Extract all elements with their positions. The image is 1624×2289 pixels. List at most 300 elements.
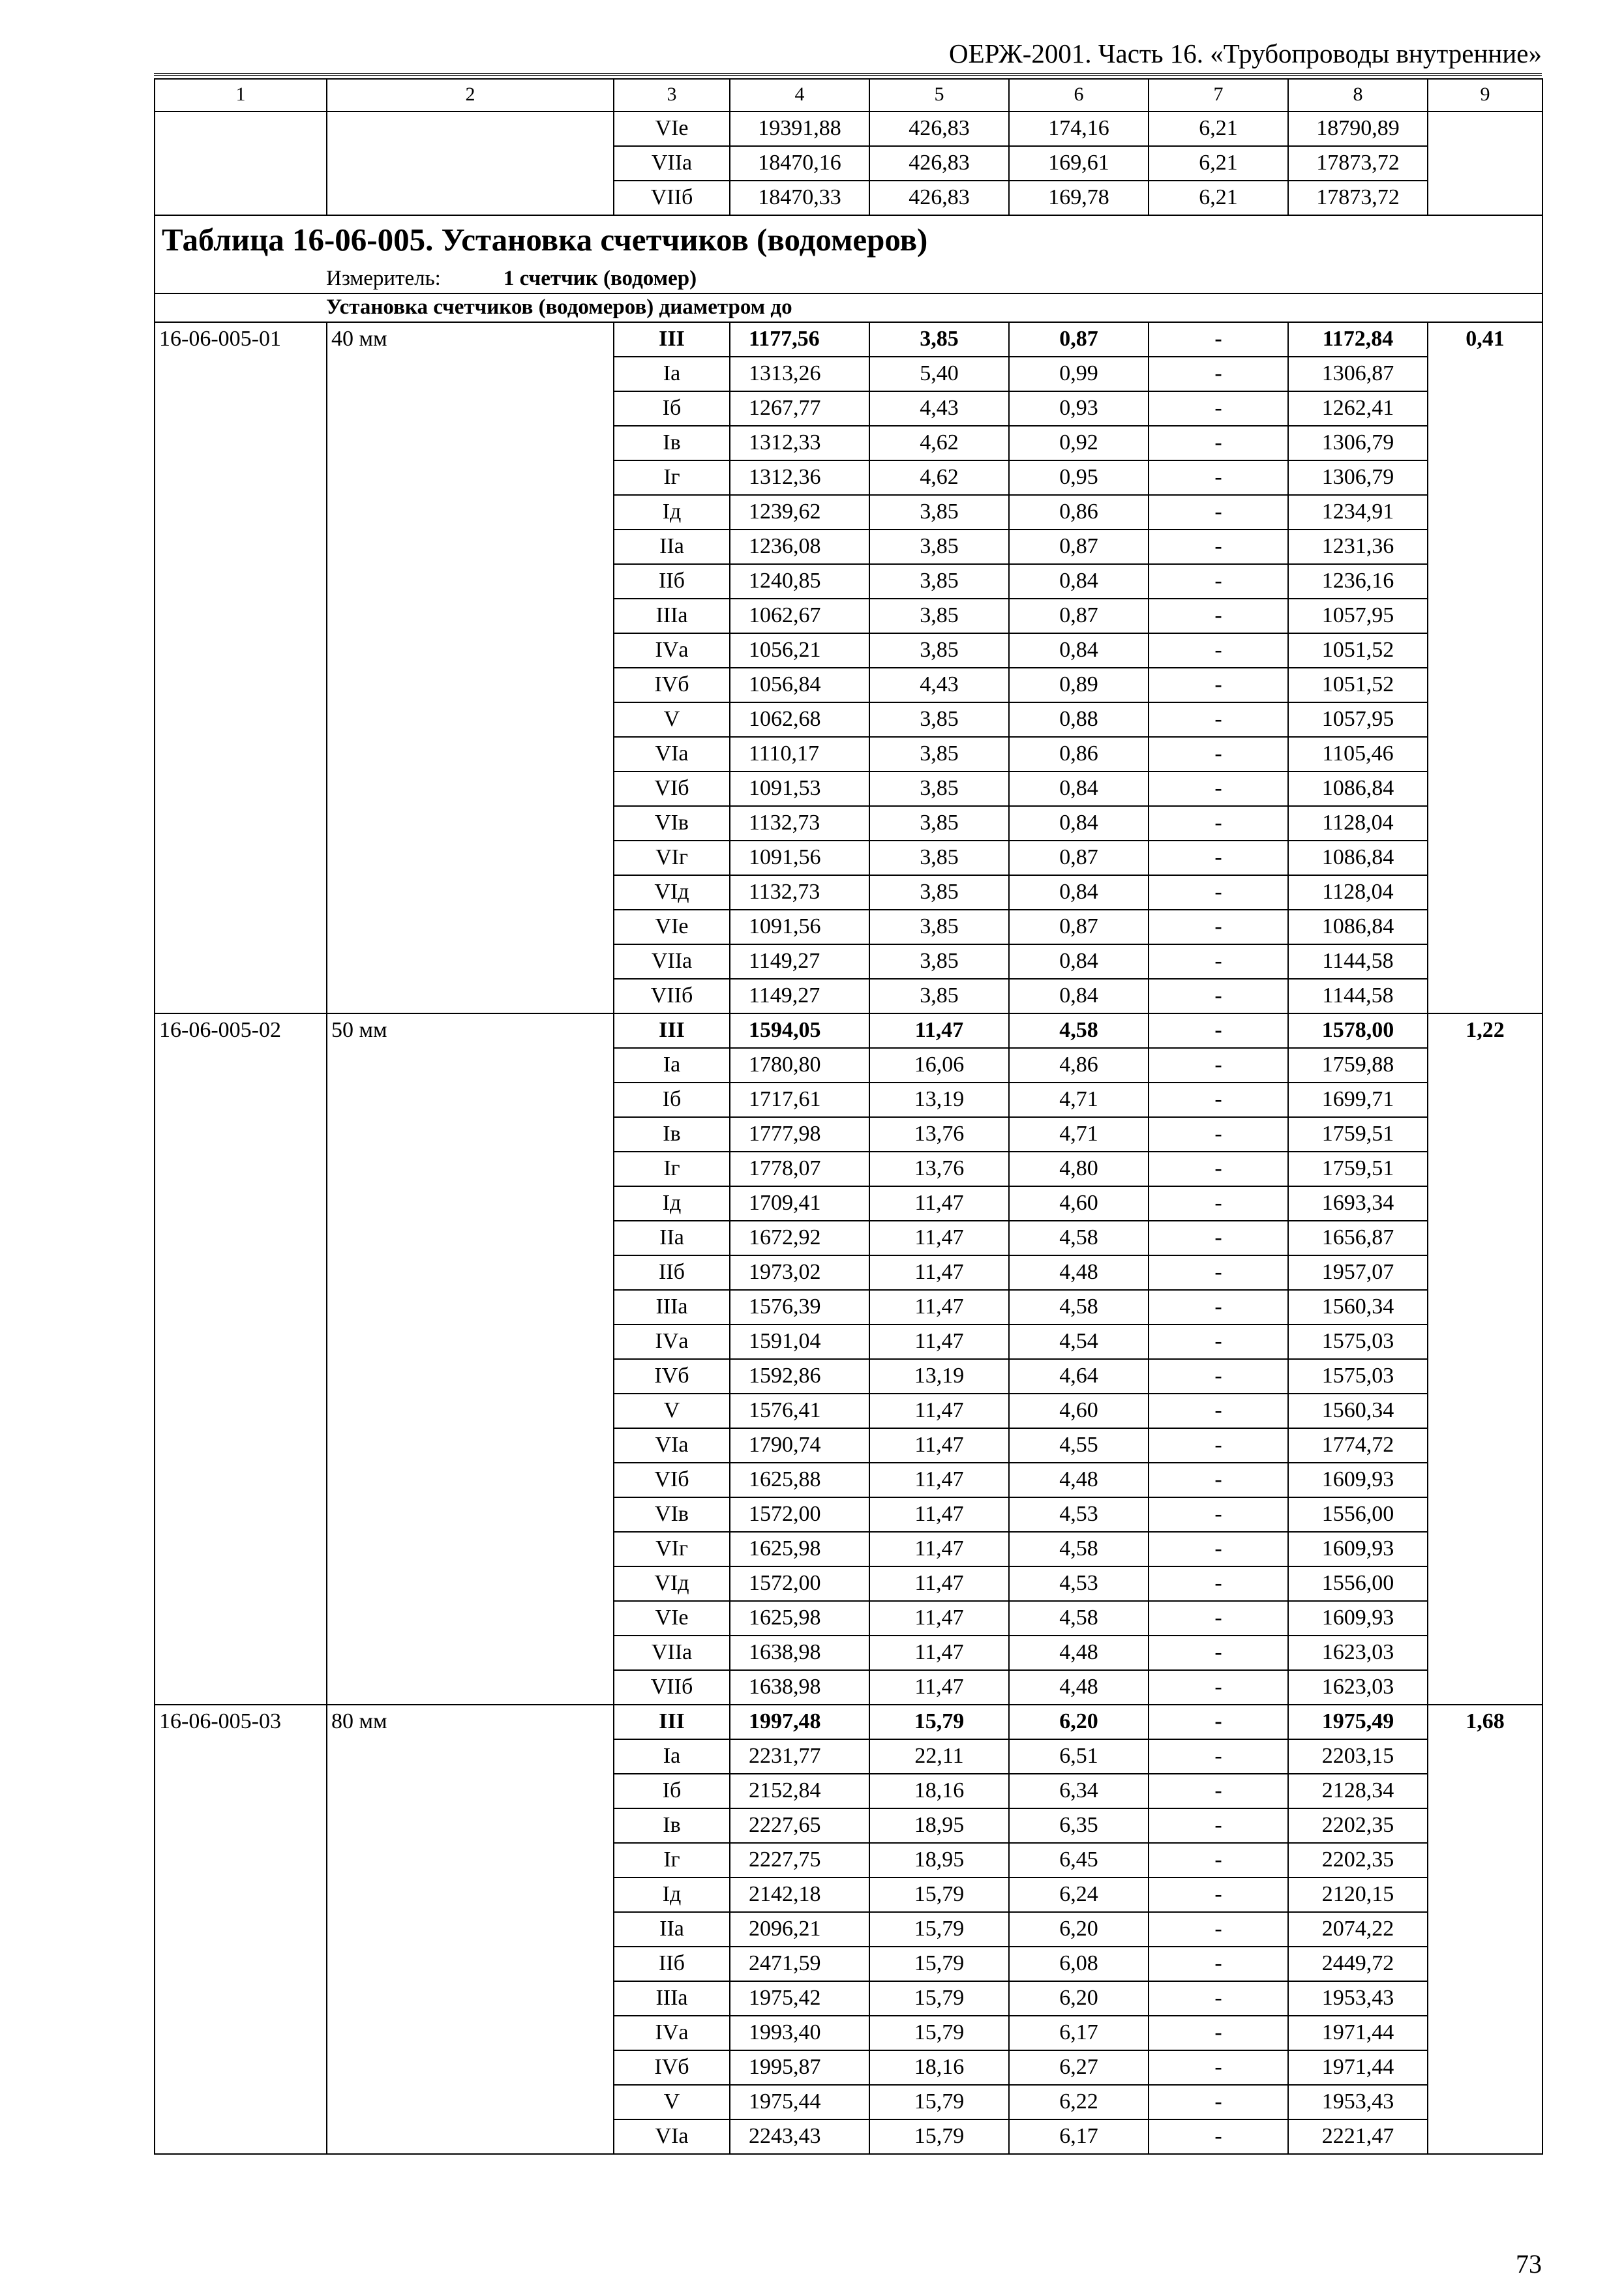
wages-cell: 11,47	[869, 1324, 1009, 1359]
driver-wages-cell: 6,21	[1149, 112, 1288, 146]
wages-cell: 15,79	[869, 1912, 1009, 1947]
driver-wages-cell: -	[1149, 1981, 1288, 2016]
driver-wages-cell: -	[1149, 944, 1288, 979]
total-cost-cell: 2471,59	[730, 1947, 869, 1981]
wages-cell: 3,85	[869, 944, 1009, 979]
total-cost-cell: 1780,80	[730, 1048, 869, 1083]
materials-cell: 1306,79	[1288, 426, 1428, 460]
driver-wages-cell: -	[1149, 1186, 1288, 1221]
total-cost-cell: 2227,75	[730, 1843, 869, 1878]
region-cell: VIе	[614, 910, 730, 944]
driver-wages-cell: -	[1149, 1566, 1288, 1601]
driver-wages-cell: -	[1149, 1013, 1288, 1048]
machines-cell: 4,48	[1009, 1670, 1149, 1705]
table-row	[155, 322, 1542, 357]
total-cost-cell: 2227,65	[730, 1808, 869, 1843]
machines-cell: 4,53	[1009, 1497, 1149, 1532]
total-cost-cell: 1778,07	[730, 1152, 869, 1186]
materials-cell: 1051,52	[1288, 668, 1428, 702]
total-cost-cell: 2142,18	[730, 1878, 869, 1912]
total-cost-cell: 19391,88	[730, 112, 869, 146]
wages-cell: 11,47	[869, 1497, 1009, 1532]
machines-cell: 4,58	[1009, 1013, 1149, 1048]
wages-cell: 11,47	[869, 1186, 1009, 1221]
machines-cell: 4,80	[1009, 1152, 1149, 1186]
driver-wages-cell: -	[1149, 1670, 1288, 1705]
driver-wages-cell: -	[1149, 979, 1288, 1013]
total-cost-cell: 1625,98	[730, 1532, 869, 1566]
total-cost-cell: 1149,27	[730, 979, 869, 1013]
materials-cell: 1623,03	[1288, 1670, 1428, 1705]
region-cell: VIа	[614, 737, 730, 771]
machines-cell: 169,78	[1009, 181, 1149, 215]
labor-cost-cell: 1,22	[1428, 1013, 1542, 1705]
wages-cell: 18,16	[869, 2050, 1009, 2085]
driver-wages-cell: -	[1149, 1774, 1288, 1808]
total-cost-cell: 1056,84	[730, 668, 869, 702]
machines-cell: 6,45	[1009, 1843, 1149, 1878]
machines-cell: 0,84	[1009, 979, 1149, 1013]
total-cost-cell: 1056,21	[730, 633, 869, 668]
measure-row	[155, 265, 1542, 293]
materials-cell: 1086,84	[1288, 910, 1428, 944]
wages-cell: 11,47	[869, 1013, 1009, 1048]
region-cell: VIд	[614, 1566, 730, 1601]
machines-cell: 0,84	[1009, 944, 1149, 979]
region-cell: VIе	[614, 112, 730, 146]
driver-wages-cell: -	[1149, 1636, 1288, 1670]
driver-wages-cell: -	[1149, 2119, 1288, 2154]
column-number: 5	[869, 79, 1009, 112]
materials-cell: 1971,44	[1288, 2050, 1428, 2085]
wages-cell: 426,83	[869, 181, 1009, 215]
materials-cell: 1556,00	[1288, 1566, 1428, 1601]
region-cell: VIд	[614, 875, 730, 910]
driver-wages-cell: -	[1149, 1359, 1288, 1394]
region-cell: VIв	[614, 806, 730, 841]
materials-cell: 1128,04	[1288, 806, 1428, 841]
region-cell: VIг	[614, 841, 730, 875]
driver-wages-cell: -	[1149, 1878, 1288, 1912]
materials-cell: 1975,49	[1288, 1705, 1428, 1739]
machines-cell: 4,71	[1009, 1083, 1149, 1117]
driver-wages-cell: -	[1149, 1532, 1288, 1566]
wages-cell: 15,79	[869, 2119, 1009, 2154]
region-cell: IVа	[614, 1324, 730, 1359]
column-number: 4	[730, 79, 869, 112]
region-cell: VIIб	[614, 979, 730, 1013]
region-cell: V	[614, 702, 730, 737]
driver-wages-cell: -	[1149, 1428, 1288, 1463]
region-cell: IVб	[614, 2050, 730, 2085]
wages-cell: 3,85	[869, 875, 1009, 910]
machines-cell: 0,88	[1009, 702, 1149, 737]
materials-cell: 2221,47	[1288, 2119, 1428, 2154]
total-cost-cell: 1995,87	[730, 2050, 869, 2085]
region-cell: III	[614, 1013, 730, 1048]
total-cost-cell: 1975,42	[730, 1981, 869, 2016]
region-cell: Iг	[614, 1843, 730, 1878]
machines-cell: 0,84	[1009, 806, 1149, 841]
wages-cell: 15,79	[869, 2016, 1009, 2050]
materials-cell: 1560,34	[1288, 1290, 1428, 1324]
region-cell: Iг	[614, 460, 730, 495]
machines-cell: 4,71	[1009, 1117, 1149, 1152]
wages-cell: 3,85	[869, 806, 1009, 841]
driver-wages-cell: -	[1149, 1497, 1288, 1532]
diameter-label: 50 мм	[327, 1013, 614, 1705]
total-cost-cell: 1572,00	[730, 1566, 869, 1601]
materials-cell: 1144,58	[1288, 944, 1428, 979]
total-cost-cell: 1572,00	[730, 1497, 869, 1532]
total-cost-cell: 1576,41	[730, 1394, 869, 1428]
total-cost-cell: 1638,98	[730, 1636, 869, 1670]
column-number: 8	[1288, 79, 1428, 112]
region-cell: Iб	[614, 1774, 730, 1808]
driver-wages-cell: -	[1149, 322, 1288, 357]
wages-cell: 426,83	[869, 112, 1009, 146]
wages-cell: 11,47	[869, 1428, 1009, 1463]
materials-cell: 1236,16	[1288, 564, 1428, 599]
region-cell: VIе	[614, 1601, 730, 1636]
region-cell: Iв	[614, 426, 730, 460]
driver-wages-cell: -	[1149, 1947, 1288, 1981]
region-cell: Iд	[614, 1186, 730, 1221]
materials-cell: 2202,35	[1288, 1808, 1428, 1843]
total-cost-cell: 1975,44	[730, 2085, 869, 2119]
total-cost-cell: 2152,84	[730, 1774, 869, 1808]
materials-cell: 1759,51	[1288, 1117, 1428, 1152]
machines-cell: 6,51	[1009, 1739, 1149, 1774]
region-cell: Iа	[614, 357, 730, 391]
wages-cell: 4,43	[869, 668, 1009, 702]
materials-cell: 1575,03	[1288, 1324, 1428, 1359]
materials-cell: 1556,00	[1288, 1497, 1428, 1532]
driver-wages-cell: -	[1149, 357, 1288, 391]
driver-wages-cell: -	[1149, 1739, 1288, 1774]
region-cell: VIб	[614, 1463, 730, 1497]
table-row	[155, 112, 1542, 146]
wages-cell: 3,85	[869, 771, 1009, 806]
driver-wages-cell: -	[1149, 1324, 1288, 1359]
total-cost-cell: 1997,48	[730, 1705, 869, 1739]
materials-cell: 2074,22	[1288, 1912, 1428, 1947]
page-number: 73	[1516, 2249, 1542, 2279]
total-cost-cell: 1091,56	[730, 910, 869, 944]
machines-cell: 4,48	[1009, 1255, 1149, 1290]
materials-cell: 1957,07	[1288, 1255, 1428, 1290]
driver-wages-cell: -	[1149, 564, 1288, 599]
driver-wages-cell: -	[1149, 2016, 1288, 2050]
materials-cell: 1609,93	[1288, 1601, 1428, 1636]
wages-cell: 4,62	[869, 426, 1009, 460]
table-title-row	[155, 215, 1542, 265]
wages-cell: 3,85	[869, 979, 1009, 1013]
driver-wages-cell: -	[1149, 1705, 1288, 1739]
table-row	[155, 1705, 1542, 1739]
machines-cell: 0,87	[1009, 841, 1149, 875]
driver-wages-cell: -	[1149, 2085, 1288, 2119]
column-number: 2	[327, 79, 614, 112]
driver-wages-cell: -	[1149, 910, 1288, 944]
region-cell: III	[614, 322, 730, 357]
driver-wages-cell: -	[1149, 1290, 1288, 1324]
total-cost-cell: 1149,27	[730, 944, 869, 979]
materials-cell: 1306,87	[1288, 357, 1428, 391]
machines-cell: 6,17	[1009, 2016, 1149, 2050]
machines-cell: 4,58	[1009, 1221, 1149, 1255]
total-cost-cell: 1594,05	[730, 1013, 869, 1048]
labor-cell	[1428, 112, 1542, 215]
total-cost-cell: 1062,68	[730, 702, 869, 737]
norm-code: 16-06-005-02	[155, 1013, 327, 1705]
driver-wages-cell: -	[1149, 702, 1288, 737]
machines-cell: 0,86	[1009, 737, 1149, 771]
region-cell: IVа	[614, 633, 730, 668]
region-cell: V	[614, 1394, 730, 1428]
price-table	[154, 78, 1543, 2155]
materials-cell: 1759,51	[1288, 1152, 1428, 1186]
region-cell: IIб	[614, 1947, 730, 1981]
driver-wages-cell: -	[1149, 460, 1288, 495]
total-cost-cell: 1312,33	[730, 426, 869, 460]
running-header: ОЕРЖ-2001. Часть 16. «Трубопроводы внутренние»	[154, 34, 1542, 76]
region-cell: IIа	[614, 1221, 730, 1255]
wages-cell: 18,95	[869, 1808, 1009, 1843]
wages-cell: 22,11	[869, 1739, 1009, 1774]
size-cell	[327, 112, 614, 215]
total-cost-cell: 1777,98	[730, 1117, 869, 1152]
driver-wages-cell: -	[1149, 1843, 1288, 1878]
total-cost-cell: 2096,21	[730, 1912, 869, 1947]
total-cost-cell: 1717,61	[730, 1083, 869, 1117]
machines-cell: 4,58	[1009, 1532, 1149, 1566]
total-cost-cell: 1993,40	[730, 2016, 869, 2050]
total-cost-cell: 1177,56	[730, 322, 869, 357]
region-cell: Iв	[614, 1808, 730, 1843]
column-number: 6	[1009, 79, 1149, 112]
wages-cell: 13,19	[869, 1083, 1009, 1117]
machines-cell: 0,84	[1009, 771, 1149, 806]
materials-cell: 18790,89	[1288, 112, 1428, 146]
driver-wages-cell: -	[1149, 1152, 1288, 1186]
total-cost-cell: 1592,86	[730, 1359, 869, 1394]
region-cell: IIIа	[614, 1290, 730, 1324]
wages-cell: 11,47	[869, 1290, 1009, 1324]
region-cell: V	[614, 2085, 730, 2119]
table-row	[155, 1013, 1542, 1048]
materials-cell: 1051,52	[1288, 633, 1428, 668]
materials-cell: 1575,03	[1288, 1359, 1428, 1394]
machines-cell: 0,84	[1009, 875, 1149, 910]
wages-cell: 5,40	[869, 357, 1009, 391]
machines-cell: 0,87	[1009, 910, 1149, 944]
machines-cell: 6,08	[1009, 1947, 1149, 1981]
total-cost-cell: 1091,56	[730, 841, 869, 875]
total-cost-cell: 1790,74	[730, 1428, 869, 1463]
diameter-label: 80 мм	[327, 1705, 614, 2154]
wages-cell: 4,43	[869, 391, 1009, 426]
region-cell: IIб	[614, 1255, 730, 1290]
machines-cell: 4,58	[1009, 1601, 1149, 1636]
driver-wages-cell: -	[1149, 1048, 1288, 1083]
total-cost-cell: 18470,16	[730, 146, 869, 181]
region-cell: VIIа	[614, 1636, 730, 1670]
materials-cell: 1656,87	[1288, 1221, 1428, 1255]
machines-cell: 4,86	[1009, 1048, 1149, 1083]
machines-cell: 6,35	[1009, 1808, 1149, 1843]
total-cost-cell: 18470,33	[730, 181, 869, 215]
driver-wages-cell: -	[1149, 668, 1288, 702]
region-cell: IVа	[614, 2016, 730, 2050]
machines-cell: 0,87	[1009, 322, 1149, 357]
wages-cell: 11,47	[869, 1566, 1009, 1601]
machines-cell: 0,87	[1009, 599, 1149, 633]
materials-cell: 1262,41	[1288, 391, 1428, 426]
materials-cell: 1560,34	[1288, 1394, 1428, 1428]
total-cost-cell: 1313,26	[730, 357, 869, 391]
materials-cell: 2203,15	[1288, 1739, 1428, 1774]
wages-cell: 15,79	[869, 2085, 1009, 2119]
total-cost-cell: 1132,73	[730, 806, 869, 841]
machines-cell: 6,17	[1009, 2119, 1149, 2154]
total-cost-cell: 1672,92	[730, 1221, 869, 1255]
machines-cell: 0,84	[1009, 564, 1149, 599]
driver-wages-cell: 6,21	[1149, 181, 1288, 215]
driver-wages-cell: -	[1149, 1912, 1288, 1947]
driver-wages-cell: -	[1149, 391, 1288, 426]
total-cost-cell: 1625,88	[730, 1463, 869, 1497]
wages-cell: 13,76	[869, 1152, 1009, 1186]
machines-cell: 6,34	[1009, 1774, 1149, 1808]
region-cell: IVб	[614, 1359, 730, 1394]
total-cost-cell: 1240,85	[730, 564, 869, 599]
materials-cell: 1172,84	[1288, 322, 1428, 357]
driver-wages-cell: -	[1149, 426, 1288, 460]
materials-cell: 1953,43	[1288, 2085, 1428, 2119]
machines-cell: 0,95	[1009, 460, 1149, 495]
driver-wages-cell: -	[1149, 1808, 1288, 1843]
machines-cell: 4,53	[1009, 1566, 1149, 1601]
wages-cell: 11,47	[869, 1394, 1009, 1428]
total-cost-cell: 1576,39	[730, 1290, 869, 1324]
machines-cell: 4,54	[1009, 1324, 1149, 1359]
machines-cell: 6,24	[1009, 1878, 1149, 1912]
driver-wages-cell: -	[1149, 875, 1288, 910]
materials-cell: 17873,72	[1288, 146, 1428, 181]
materials-cell: 1234,91	[1288, 495, 1428, 530]
total-cost-cell: 1312,36	[730, 460, 869, 495]
region-cell: VIг	[614, 1532, 730, 1566]
materials-cell: 1623,03	[1288, 1636, 1428, 1670]
region-cell: IIа	[614, 530, 730, 564]
total-cost-cell: 1239,62	[730, 495, 869, 530]
region-cell: Iг	[614, 1152, 730, 1186]
total-cost-cell: 1973,02	[730, 1255, 869, 1290]
table-title: Таблица 16-06-005. Установка счетчиков (водомеров)	[155, 215, 1542, 265]
driver-wages-cell: -	[1149, 1394, 1288, 1428]
column-number: 7	[1149, 79, 1288, 112]
region-cell: Iв	[614, 1117, 730, 1152]
wages-cell: 3,85	[869, 910, 1009, 944]
machines-cell: 0,87	[1009, 530, 1149, 564]
measure	[155, 265, 1542, 293]
driver-wages-cell: -	[1149, 1463, 1288, 1497]
driver-wages-cell: -	[1149, 841, 1288, 875]
wages-cell: 11,47	[869, 1601, 1009, 1636]
region-cell: IIIа	[614, 1981, 730, 2016]
wages-cell: 3,85	[869, 495, 1009, 530]
materials-cell: 1953,43	[1288, 1981, 1428, 2016]
wages-cell: 16,06	[869, 1048, 1009, 1083]
machines-cell: 4,64	[1009, 1359, 1149, 1394]
driver-wages-cell: -	[1149, 1601, 1288, 1636]
total-cost-cell: 1062,67	[730, 599, 869, 633]
driver-wages-cell: -	[1149, 2050, 1288, 2085]
total-cost-cell: 1110,17	[730, 737, 869, 771]
wages-cell: 11,47	[869, 1636, 1009, 1670]
machines-cell: 6,20	[1009, 1912, 1149, 1947]
machines-cell: 0,84	[1009, 633, 1149, 668]
wages-cell: 11,47	[869, 1532, 1009, 1566]
wages-cell: 15,79	[869, 1947, 1009, 1981]
wages-cell: 11,47	[869, 1255, 1009, 1290]
driver-wages-cell: 6,21	[1149, 146, 1288, 181]
machines-cell: 6,20	[1009, 1705, 1149, 1739]
wages-cell: 3,85	[869, 530, 1009, 564]
materials-cell: 2449,72	[1288, 1947, 1428, 1981]
wages-cell: 13,19	[869, 1359, 1009, 1394]
materials-cell: 1693,34	[1288, 1186, 1428, 1221]
materials-cell: 1057,95	[1288, 702, 1428, 737]
region-cell: VIIб	[614, 1670, 730, 1705]
region-cell: VIв	[614, 1497, 730, 1532]
region-cell: Iб	[614, 1083, 730, 1117]
machines-cell: 4,60	[1009, 1186, 1149, 1221]
region-cell: IIб	[614, 564, 730, 599]
machines-cell: 169,61	[1009, 146, 1149, 181]
driver-wages-cell: -	[1149, 737, 1288, 771]
driver-wages-cell: -	[1149, 1083, 1288, 1117]
norm-code: 16-06-005-01	[155, 322, 327, 1013]
total-cost-cell: 1091,53	[730, 771, 869, 806]
wages-cell: 18,95	[869, 1843, 1009, 1878]
driver-wages-cell: -	[1149, 806, 1288, 841]
region-cell: Iд	[614, 495, 730, 530]
measure-label: Измеритель:	[326, 267, 441, 290]
diameter-label: 40 мм	[327, 322, 614, 1013]
total-cost-cell: 1591,04	[730, 1324, 869, 1359]
region-cell: Iб	[614, 391, 730, 426]
labor-cost-cell: 0,41	[1428, 322, 1542, 1013]
materials-cell: 1144,58	[1288, 979, 1428, 1013]
total-cost-cell: 2231,77	[730, 1739, 869, 1774]
region-cell: VIIа	[614, 944, 730, 979]
region-cell: IIIа	[614, 599, 730, 633]
region-cell: VIа	[614, 2119, 730, 2154]
machines-cell: 4,55	[1009, 1428, 1149, 1463]
machines-cell: 4,48	[1009, 1636, 1149, 1670]
column-number: 1	[155, 79, 327, 112]
materials-cell: 2128,34	[1288, 1774, 1428, 1808]
machines-cell: 6,27	[1009, 2050, 1149, 2085]
machines-cell: 0,99	[1009, 357, 1149, 391]
region-cell: VIIа	[614, 146, 730, 181]
region-cell: Iд	[614, 1878, 730, 1912]
materials-cell: 1057,95	[1288, 599, 1428, 633]
materials-cell: 1306,79	[1288, 460, 1428, 495]
region-cell: VIб	[614, 771, 730, 806]
